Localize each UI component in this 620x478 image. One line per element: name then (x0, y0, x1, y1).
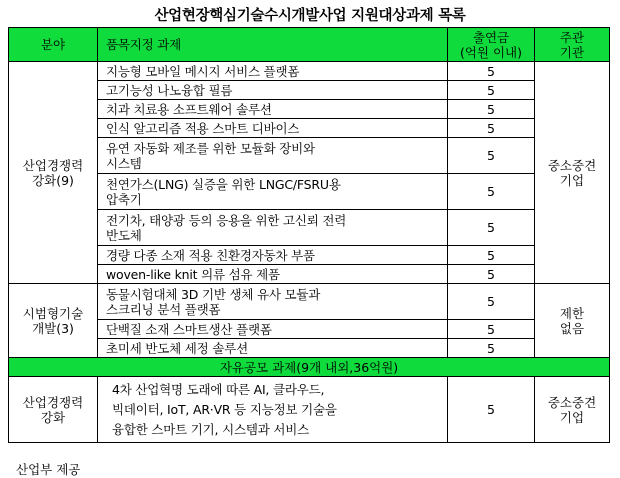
item-text-line2: 시스템 (106, 155, 142, 171)
group-field-line1: 산업경쟁력 (22, 157, 84, 173)
free-item-text (98, 377, 448, 443)
group-agency (535, 62, 610, 284)
free-fund: 5 (448, 377, 535, 443)
item-fund: 5 (448, 81, 535, 100)
item-text (98, 284, 448, 320)
group-agency-line1: 제한 (559, 305, 585, 321)
item-text: woven-like knit 의류 섬유 제품 (98, 265, 448, 284)
group-field (9, 284, 98, 358)
item-fund: 5 (448, 100, 535, 119)
item-text: 초미세 반도체 세정 솔루션 (98, 339, 448, 358)
item-text: 지능형 모바일 메시지 서비스 플랫폼 (98, 62, 448, 81)
item-fund: 5 (448, 284, 535, 320)
item-fund: 5 (448, 62, 535, 81)
group-agency (535, 284, 610, 358)
table-row (9, 377, 610, 443)
page-title: 산업현장핵심기술수시개발사업 지원대상과제 목록 (154, 8, 466, 24)
group-field-line1: 시범형기술 (22, 305, 84, 321)
table-row (9, 210, 610, 246)
item-fund: 5 (448, 174, 535, 210)
table-row (9, 62, 610, 81)
free-text-line2: 빅데이터, IoT, AR·VR 등 지능정보 기술을 (112, 401, 337, 417)
item-text: 경량 다종 소재 적용 친환경자동차 부품 (98, 246, 448, 265)
item-text-line2: 반도체 (106, 227, 142, 243)
item-text-line1: 동물시험대체 3D 기반 생체 유사 모듈과 (106, 286, 321, 302)
header-agency-line2: 기관 (559, 44, 585, 60)
item-text: 고기능성 나노융합 필름 (98, 81, 448, 100)
table-row (9, 81, 610, 100)
item-text (98, 210, 448, 246)
free-header-row (9, 358, 610, 377)
group-field-line2: 개발(3) (32, 320, 74, 336)
item-text (98, 174, 448, 210)
table-row (9, 174, 610, 210)
project-table (8, 27, 610, 443)
free-text-line1: 4차 산업혁명 도래에 따른 AI, 클라우드, (112, 381, 325, 397)
free-header: 자유공모 과제(9개 내외,36억원) (9, 358, 610, 377)
header-field: 분야 (9, 28, 98, 62)
group-agency-line1: 중소중견 (547, 157, 597, 173)
item-text-line1: 전기차, 태양광 등의 응용을 위한 고신뢰 전력 (106, 212, 347, 228)
header-fund-line1: 출연금 (472, 29, 510, 45)
free-field (9, 377, 98, 443)
item-fund: 5 (448, 119, 535, 138)
item-text: 단백질 소재 스마트생산 플랫폼 (98, 320, 448, 339)
free-agency (535, 377, 610, 443)
table-row (9, 265, 610, 284)
group-field-line2: 강화(9) (32, 172, 74, 188)
header-agency (535, 28, 610, 62)
table-row (9, 138, 610, 174)
source-note: 산업부 제공 (16, 462, 81, 477)
header-agency-line1: 주관 (559, 29, 585, 45)
free-text-line3: 융합한 스마트 기기, 시스템과 서비스 (112, 421, 309, 437)
item-fund: 5 (448, 138, 535, 174)
group-agency-line2: 없음 (559, 320, 585, 336)
header-fund (448, 28, 535, 62)
item-fund: 5 (448, 210, 535, 246)
item-text (98, 138, 448, 174)
table-row (9, 246, 610, 265)
table-row (9, 100, 610, 119)
item-fund: 5 (448, 265, 535, 284)
item-text-line2: 압축기 (106, 191, 142, 207)
table-row (9, 119, 610, 138)
free-field-line2: 강화 (40, 409, 66, 425)
free-field-line1: 산업경쟁력 (22, 394, 84, 410)
free-agency-line2: 기업 (559, 409, 585, 425)
free-agency-line1: 중소중견 (547, 394, 597, 410)
item-fund: 5 (448, 339, 535, 358)
table-row (9, 284, 610, 320)
table-row (9, 339, 610, 358)
item-text: 인식 알고리즘 적용 스마트 디바이스 (98, 119, 448, 138)
header-fund-line2: (억원 이내) (459, 44, 523, 60)
item-text-line1: 천연가스(LNG) 실증을 위한 LNGC/FSRU용 (106, 176, 341, 192)
item-text: 치과 치료용 소프트웨어 솔루션 (98, 100, 448, 119)
item-fund: 5 (448, 320, 535, 339)
header-row (9, 28, 610, 62)
item-fund: 5 (448, 246, 535, 265)
item-text-line2: 스크리닝 분석 플랫폼 (106, 301, 221, 317)
item-text-line1: 유연 자동화 제조를 위한 모듈화 장비와 (106, 140, 315, 156)
group-field (9, 62, 98, 284)
header-item: 품목지정 과제 (98, 28, 448, 62)
table-row (9, 320, 610, 339)
group-agency-line2: 기업 (559, 172, 585, 188)
